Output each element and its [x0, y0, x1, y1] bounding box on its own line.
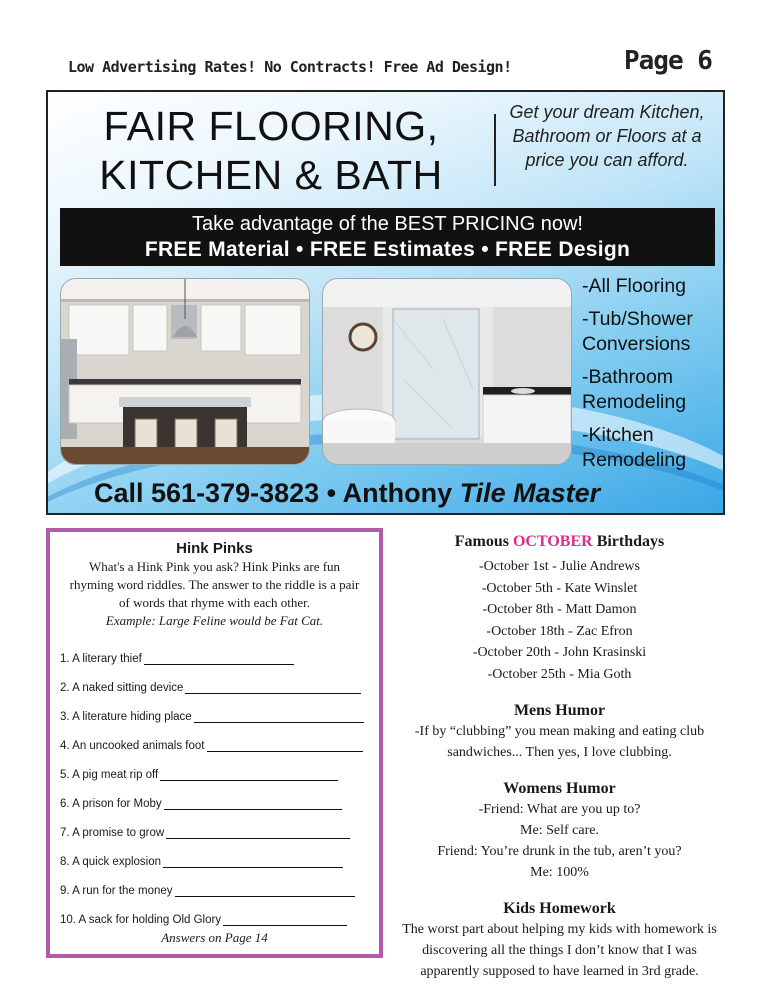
birthdays-title: [392, 532, 727, 552]
ad-offer-line2: FREE Material • FREE Estimates • FREE Design: [144, 238, 631, 261]
hink-pinks-box: [46, 528, 383, 958]
birthday-item: -October 5th - Kate Winslet: [481, 580, 638, 596]
hink-pinks-intro-text: What's a Hink Pink you ask? Hink Pinks are fun rhyming word riddles. The answer to the riddle is a pair of words that rhyme with each other.: [69, 559, 360, 610]
answer-line: [164, 799, 342, 810]
answer-line: [163, 857, 343, 868]
ad-divider: [494, 114, 496, 186]
ad-service-item: -Tub/Shower Conversions: [582, 308, 693, 355]
riddle-item: [60, 810, 375, 839]
bathroom-photo: [322, 278, 572, 465]
header-tagline: Low Advertising Rates! No Contracts! Free Ad Design!: [68, 58, 512, 76]
answer-line: [194, 712, 364, 723]
ad-service-list: [582, 274, 693, 481]
riddle-text: 9. A run for the money: [60, 885, 173, 897]
riddle-item: [60, 897, 375, 926]
answer-line: [223, 915, 347, 926]
womens-humor-line: Friend: You’re drunk in the tub, aren’t you?: [437, 844, 682, 859]
riddle-text: 8. A quick explosion: [60, 856, 162, 868]
answer-line: [160, 770, 338, 781]
birthday-item: -October 1st - Julie Andrews: [479, 559, 640, 574]
riddle-item: [60, 723, 375, 752]
ad-title: [48, 102, 494, 200]
ad-service-item: -Bathroom Remodeling: [582, 366, 687, 413]
womens-humor-title: Womens Humor: [503, 780, 616, 797]
hink-pinks-example: Example: Large Feline would be Fat Cat.: [105, 613, 324, 628]
riddle-text: 4. An uncooked animals foot: [60, 740, 205, 752]
birthdays-title-post: Birthdays: [596, 533, 665, 550]
ad-service-item: -All Flooring: [582, 275, 687, 297]
hink-pinks-list: [60, 636, 375, 926]
riddle-text: 5. A pig meat rip off: [60, 769, 159, 781]
ad-offer-line1: Take advantage of the BEST PRICING now!: [192, 213, 583, 235]
riddle-item: [60, 752, 375, 781]
riddle-item: [60, 636, 375, 665]
womens-humor-line: Me: 100%: [530, 865, 589, 880]
riddle-item: [60, 694, 375, 723]
riddle-text: 6. A prison for Moby: [60, 798, 162, 810]
kids-homework-title: Kids Homework: [503, 900, 616, 917]
mens-humor-body: -If by “clubbing” you mean making and eating club sandwiches... Then yes, I love clubbing.: [414, 724, 705, 760]
kids-homework-section: [392, 899, 727, 982]
kitchen-photo: [60, 278, 310, 465]
kids-homework-body: The worst part about helping my kids with homework is discovering all the things I don’t know that I was apparently supposed to have learned in 3rd grade.: [402, 922, 717, 979]
flooring-advertisement: [46, 90, 725, 515]
riddle-item: [60, 781, 375, 810]
page-number: Page 6: [624, 46, 712, 76]
hink-pinks-answers-note: Answers on Page 14: [161, 930, 268, 945]
right-column: [392, 532, 727, 982]
riddle-text: 3. A literature hiding place: [60, 711, 192, 723]
riddle-text: 2. A naked sitting device: [60, 682, 184, 694]
answer-line: [207, 741, 363, 752]
birthdays-list: [392, 556, 727, 685]
ad-title-line2: KITCHEN & BATH: [99, 152, 443, 198]
answer-line: [175, 886, 355, 897]
ad-service-item: -Kitchen Remodeling: [582, 424, 687, 471]
birthdays-section: [392, 532, 727, 685]
mens-humor-title: Mens Humor: [513, 702, 606, 719]
ad-offer-band: [60, 208, 715, 266]
birthdays-title-month: OCTOBER: [512, 533, 593, 550]
womens-humor-section: [392, 779, 727, 883]
womens-humor-line: -Friend: What are you up to?: [478, 802, 641, 817]
ad-tagline: Get your dream Kitchen, Bathroom or Floors at a price you can afford.: [509, 102, 705, 170]
birthday-item: -October 18th - Zac Efron: [486, 623, 633, 639]
answer-line: [185, 683, 361, 694]
ad-call-line: [94, 478, 600, 509]
hink-pinks-intro: [66, 558, 363, 630]
birthday-item: -October 20th - John Krasinski: [472, 645, 647, 660]
hink-pinks-title: Hink Pinks: [176, 540, 253, 557]
ad-phone: Call 561-379-3823 • Anthony: [94, 478, 453, 508]
birthdays-title-pre: Famous: [454, 533, 509, 550]
womens-humor-line: Me: Self care.: [520, 823, 599, 838]
answer-line: [166, 828, 350, 839]
riddle-item: [60, 868, 375, 897]
ad-call-tail: Tile Master: [459, 478, 601, 508]
answer-line: [144, 654, 294, 665]
birthday-item: -October 25th - Mia Goth: [487, 666, 632, 682]
ad-title-line1: FAIR FLOORING,: [103, 103, 439, 149]
riddle-text: 10. A sack for holding Old Glory: [60, 914, 222, 926]
riddle-item: [60, 839, 375, 868]
riddle-item: [60, 665, 375, 694]
mens-humor-section: [392, 701, 727, 763]
birthday-item: -October 8th - Matt Damon: [482, 602, 637, 617]
riddle-text: 7. A promise to grow: [60, 827, 165, 839]
riddle-text: 1. A literary thief: [60, 653, 142, 665]
